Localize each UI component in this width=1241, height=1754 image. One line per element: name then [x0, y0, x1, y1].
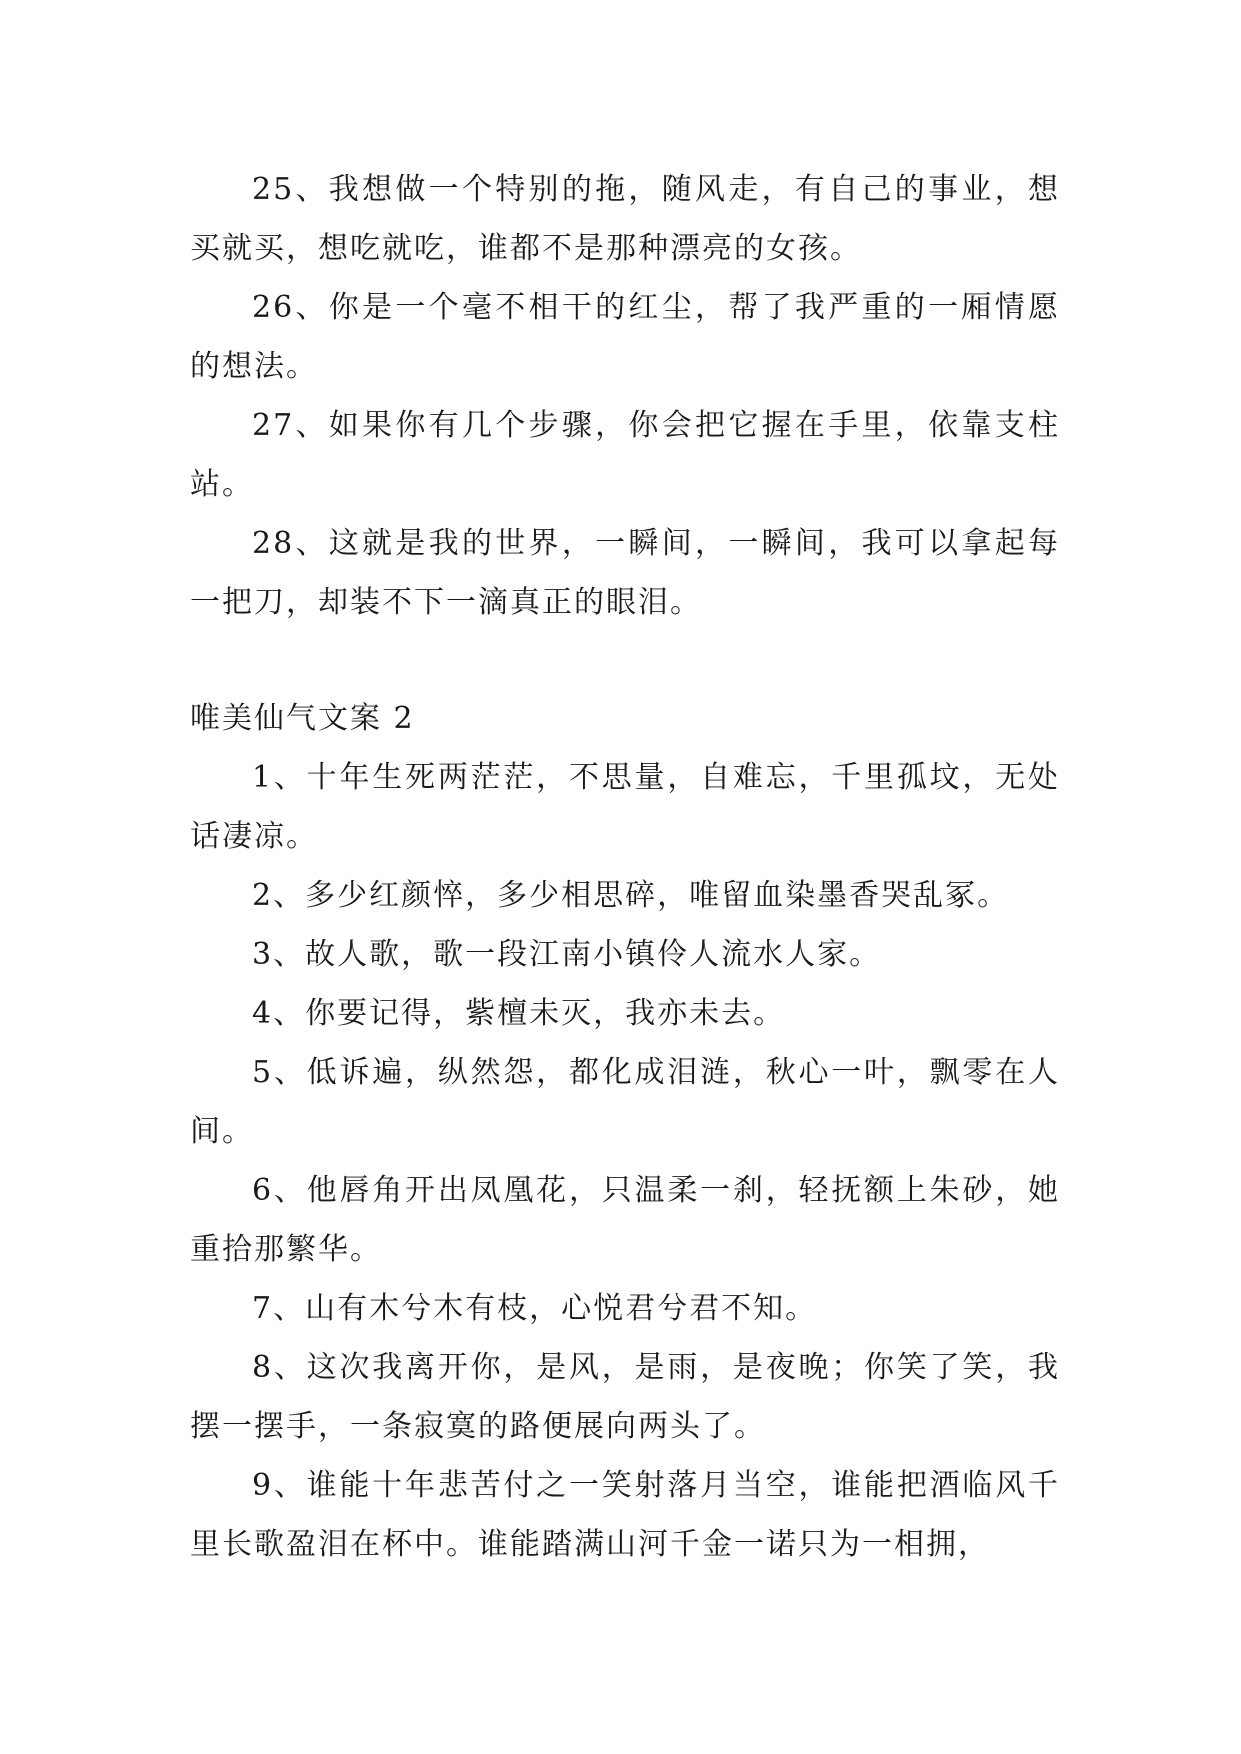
paragraph-3: 3、故人歌，歌一段江南小镇伶人流水人家。 [252, 937, 882, 972]
paragraph-6: 6、他唇角开出凤凰花，只温柔一刹，轻抚额上朱砂，她重拾那繁华。 [190, 1173, 1060, 1267]
paragraph-2: 2、多少红颜悴，多少相思碎，唯留血染墨香哭乱冢。 [252, 878, 1010, 913]
paragraph-4: 4、你要记得，紫檀未灭，我亦未去。 [252, 996, 786, 1031]
paragraph-27: 27、如果你有几个步骤，你会把它握在手里，依靠支柱站。 [190, 408, 1060, 502]
paragraph-26: 26、你是一个毫不相干的红尘，帮了我严重的一厢情愿的想法。 [190, 290, 1060, 384]
paragraph-8: 8、这次我离开你，是风，是雨，是夜晚；你笑了笑，我摆一摆手，一条寂寞的路便展向两头了。 [190, 1350, 1060, 1444]
paragraph-28: 28、这就是我的世界，一瞬间，一瞬间，我可以拿起每一把刀，却装不下一滴真正的眼泪。 [190, 526, 1060, 620]
paragraph-7: 7、山有木兮木有枝，心悦君兮君不知。 [252, 1291, 818, 1326]
paragraph-9: 9、谁能十年悲苦付之一笑射落月当空，谁能把酒临风千里长歌盈泪在杯中。谁能踏满山河千金一诺只为一相拥， [190, 1468, 1060, 1562]
document-body [190, 160, 1060, 1574]
section-heading: 唯美仙气文案 2 [190, 701, 415, 736]
paragraph-1: 1、十年生死两茫茫，不思量，自难忘，千里孤坟，无处话凄凉。 [190, 760, 1060, 854]
paragraph-5: 5、低诉遍，纵然怨，都化成泪涟，秋心一叶，飘零在人间。 [190, 1055, 1060, 1149]
paragraph-25: 25、我想做一个特别的拖，随风走，有自己的事业，想买就买，想吃就吃，谁都不是那种漂亮的女孩。 [190, 172, 1060, 266]
